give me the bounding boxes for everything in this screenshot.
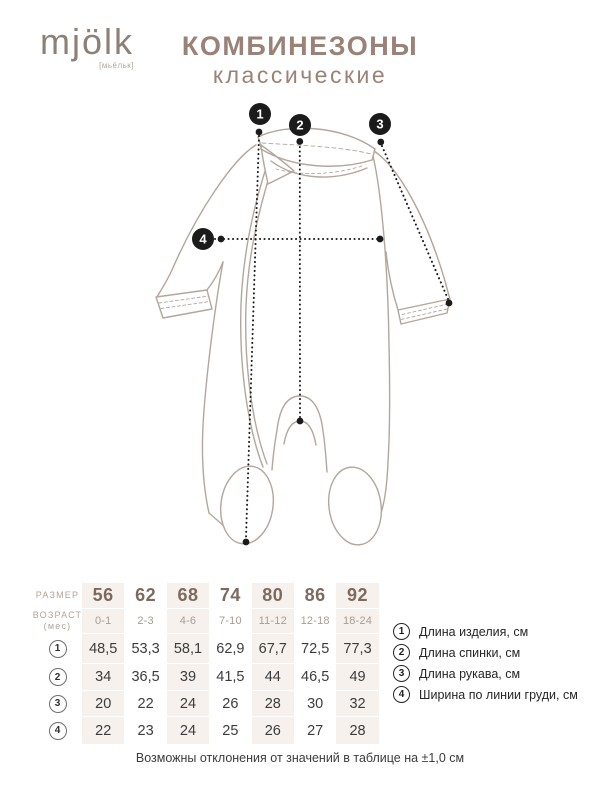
age-value: 7-10 xyxy=(209,609,251,633)
circled-number-icon: 3 xyxy=(49,695,67,713)
svg-text:2: 2 xyxy=(296,117,304,133)
circled-number-icon: 4 xyxy=(393,686,410,703)
table-cell: 28 xyxy=(252,691,294,716)
circled-number-icon: 3 xyxy=(393,665,410,682)
table-cell: 44 xyxy=(252,664,294,690)
size-value: 86 xyxy=(294,583,336,608)
measurement-legend xyxy=(393,621,578,705)
page-subtitle: классические xyxy=(212,61,388,88)
circled-number-icon: 1 xyxy=(393,623,410,640)
age-row-header: ВОЗРАСТ (мес) xyxy=(32,609,83,631)
table-cell: 67,7 xyxy=(252,634,294,663)
marker-4 xyxy=(192,228,214,250)
size-row-header: РАЗМЕР xyxy=(33,583,82,608)
age-value: 12-18 xyxy=(294,609,336,633)
legend-item xyxy=(393,621,578,642)
table-cell: 24 xyxy=(167,691,209,716)
age-value: 11-12 xyxy=(252,609,294,633)
table-cell: 48,5 xyxy=(82,634,124,663)
table-cell: 36,5 xyxy=(124,664,166,690)
table-cell: 25 xyxy=(209,717,251,744)
table-cell: 24 xyxy=(167,717,209,744)
legend-item xyxy=(393,642,578,663)
legend-item xyxy=(393,684,578,705)
size-value: 80 xyxy=(252,583,294,608)
circled-number-icon: 2 xyxy=(49,668,67,686)
measure-row-icon xyxy=(33,634,82,663)
measure-row-icon xyxy=(33,664,82,690)
table-cell: 77,3 xyxy=(336,634,378,663)
table-cell: 34 xyxy=(82,664,124,690)
brand-logo-text: mjölk xyxy=(40,21,135,62)
measure-row-icon xyxy=(33,717,82,744)
table-cell: 32 xyxy=(336,691,378,716)
measure-row-icon xyxy=(33,691,82,716)
size-value: 68 xyxy=(167,583,209,608)
table-cell: 20 xyxy=(82,691,124,716)
circled-number-icon: 4 xyxy=(49,722,67,740)
legend-label: Длина рукава, см xyxy=(419,666,521,681)
circled-number-icon: 1 xyxy=(49,640,67,658)
legend-item xyxy=(393,663,578,684)
romper-outline xyxy=(156,128,450,548)
age-value: 2-3 xyxy=(124,609,166,633)
svg-text:1: 1 xyxy=(256,106,264,122)
table-cell: 39 xyxy=(167,664,209,690)
table-cell: 30 xyxy=(294,691,336,716)
size-value: 62 xyxy=(124,583,166,608)
size-value: 92 xyxy=(336,583,378,608)
size-table xyxy=(33,583,379,744)
page-title: КОМБИНЕЗОНЫ xyxy=(181,31,419,61)
svg-text:3: 3 xyxy=(376,116,384,132)
legend-label: Длина спинки, см xyxy=(419,645,521,660)
brand-logo-transcription: [мьёльк] xyxy=(99,61,135,70)
tolerance-footnote: Возможны отклонения от значений в таблице на ±1,0 см xyxy=(135,751,465,765)
table-cell: 22 xyxy=(124,691,166,716)
age-value: 18-24 xyxy=(336,609,378,633)
age-value: 4-6 xyxy=(167,609,209,633)
table-cell: 22 xyxy=(82,717,124,744)
table-cell: 72,5 xyxy=(294,634,336,663)
svg-text:4: 4 xyxy=(199,231,207,247)
table-cell: 23 xyxy=(124,717,166,744)
table-cell: 62,9 xyxy=(209,634,251,663)
marker-2 xyxy=(289,114,311,136)
circled-number-icon: 2 xyxy=(393,644,410,661)
table-cell: 46,5 xyxy=(294,664,336,690)
table-cell: 49 xyxy=(336,664,378,690)
marker-3 xyxy=(369,113,391,135)
marker-1 xyxy=(249,103,271,125)
table-cell: 53,3 xyxy=(124,634,166,663)
size-value: 74 xyxy=(209,583,251,608)
table-cell: 26 xyxy=(252,717,294,744)
legend-label: Длина изделия, см xyxy=(419,624,529,639)
age-value: 0-1 xyxy=(82,609,124,633)
table-cell: 41,5 xyxy=(209,664,251,690)
table-cell: 27 xyxy=(294,717,336,744)
measurement-markers xyxy=(192,103,391,250)
table-cell: 28 xyxy=(336,717,378,744)
table-cell: 26 xyxy=(209,691,251,716)
legend-label: Ширина по линии груди, см xyxy=(419,687,578,702)
table-cell: 58,1 xyxy=(167,634,209,663)
size-value: 56 xyxy=(82,583,124,608)
